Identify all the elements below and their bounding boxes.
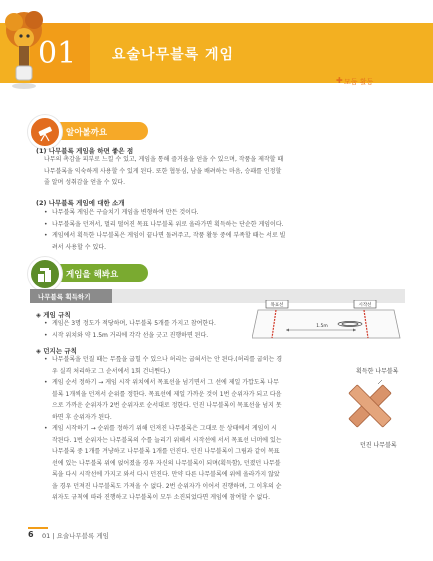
distance-label: 1.5m — [316, 324, 328, 329]
throw-line: 게임 시작하기 → 순위를 정하기 위해 던져진 나무블록은 그대로 둔 상태에서 게임이 시 — [52, 425, 277, 432]
question-1-title: (1) 나무블록 게임을 하면 좋은 점 — [36, 147, 134, 155]
footer-accent-line — [28, 527, 48, 529]
game-field-diagram — [252, 300, 402, 346]
throw-line: 나무블록을 던질 때는 무릎을 굽힐 수 있으나 허리는 굽혀서는 안 된다.(허리를 굽히는 경 — [52, 356, 282, 363]
game-rules-title: ◈ 게임 규칙 — [36, 311, 71, 319]
q1-line: 줄 알며 성취감을 얻을 수 있다. — [44, 179, 125, 186]
throw-line: 위자도 규칙에 따라 진행하고 나무블록이 모두 소진되었다면 게임에 참여할 수 없다. — [52, 494, 271, 501]
throw-line: 으로 가까운 순위자가 2번 순위자로 순서대로 정한다. 던진 나무블록이 목표선을 넘지 못 — [52, 402, 282, 409]
section-label-play: 게임을 해봐요 — [66, 270, 119, 280]
q2-bullet: 나무블록을 던져서, 멀리 떨어진 목표 나무블록 위로 올라가면 획득하는 단순한 게임이다. — [52, 220, 284, 228]
game-rules-body: • 게임은 3명 정도가 적당하며, 나무블록 5개를 가지고 참여한다. • 시작 위치와 약 1.5m 거리에 각각 선을 긋고 진행하면 된다. — [44, 318, 244, 341]
chapter-title: 요술나무블록 게임 — [112, 47, 235, 63]
tree-character-illustration — [2, 6, 46, 96]
blocks-icon — [28, 257, 62, 291]
throw-line: 을 경우 던져진 나무블록도 가져올 수 없다. 2번 순위자가 이어서 진행하며, 그 이후의 순 — [52, 482, 282, 490]
throw-line: 선에 있는 나무블록 위에 얹어졌을 경우 자신의 나무블록이 되며(획득함), 던졌던 나무블 — [52, 459, 281, 467]
caption-thrown-block: 던진 나무블록 — [360, 442, 397, 449]
subsection-label: 나무블록 획득하기 — [38, 293, 91, 301]
throw-line: 록을 다시 시작선에 가지고 와서 다시 던진다. 만약 다른 나무블록에 위에 올라가지 않았 — [52, 471, 280, 478]
throw-line: 작된다. 1번 순위자는 나무블록의 수를 늘리기 위해서 시작선에 서서 목표선 너머에 있는 — [52, 436, 282, 444]
activity-tag: 모둠 활동 — [344, 78, 374, 86]
plus-star-icon: ✚ — [336, 76, 343, 85]
question-1-body — [44, 154, 394, 189]
target-line-label: 목표선 — [270, 303, 284, 308]
crossed-blocks-illustration — [340, 376, 400, 436]
start-line-label: 시작선 — [358, 303, 372, 308]
rule-bullet: 게임은 3명 정도가 적당하며, 나무블록 5개를 가지고 참여한다. — [52, 320, 216, 327]
throw-line: 나무블록 중 1개를 겨냥하고 나무블록 1개를 던진다. 던진 나무블록이 그림과 같이 목표 — [52, 448, 280, 455]
throw-line: 하면 후 순위자가 된다. — [52, 413, 112, 421]
throw-line: 우 실격 처리하고 그 순서에서 1회 건너뛴다.) — [52, 367, 171, 375]
telescope-icon — [28, 115, 62, 149]
q2-bullet: 나무블록 게임은 구슬치기 게임을 변형하여 만든 것이다. — [52, 209, 199, 216]
q1-line: 나무블록을 익숙하게 사용할 수 있게 된다. 또한 협동심, 남을 배려하는 마음, 승패를 인정할 — [44, 167, 282, 175]
section-label-learn: 알아볼까요 — [66, 128, 108, 138]
throw-line: 블록 1개씩을 던져서 순위를 정한다. 목표선에 제일 가까운 것이 1번 순위자가 되고 다음 — [52, 390, 282, 398]
throw-line: 게임 순서 정하기 → 게임 시작 위치에서 목표선을 넘기면서 그 선에 제일 가깝도록 나무 — [52, 379, 279, 386]
q2-bullet: 게임에서 획득한 나무블록은 게임이 끝나면 돌려주고, 작품 활동 중에 부족할 때는 서로 빌 — [52, 232, 286, 239]
caption-acquired-block: 획득한 나무블록 — [356, 368, 399, 375]
q1-line: 나무의 촉감을 피부로 느낄 수 있고, 게임을 통해 즐거움을 얻을 수 있으며, 작품을 제작할 때 — [44, 156, 284, 163]
q2-bullet-cont: 려서 사용할 수 있다. — [52, 243, 106, 251]
question-2-body: • 나무블록 게임은 구슬치기 게임을 변형하여 만든 것이다. • 나무블록을 던져서, 멀리 떨어진 목표 나무블록 위로 올라가면 획득하는 단순한 게임이다. • 게임에서 획득한 나무블록은 게임이 끝나면 돌려주고, 작품 활동 중에 부족할 때는 서로 빌 려서 사용할 수 있다. — [44, 207, 399, 253]
page-number: 6 — [28, 530, 34, 539]
question-2-title: (2) 나무블록 게임에 대한 소개 — [36, 199, 125, 207]
rule-bullet: 시작 위치와 약 1.5m 거리에 각각 선을 긋고 진행하면 된다. — [52, 331, 209, 339]
throw-rules-body: • 나무블록을 던질 때는 무릎을 굽힐 수 있으나 허리는 굽혀서는 안 된다.(허리를 굽히는 경 우 실격 처리하고 그 순서에서 1회 건너뛴다.) • 게임 순서 정하기 → 게임 시작 위치에서 목표선을 넘기면서 그 선에 제일 가깝도록 나무 블록 1개씩을 던져서 순위를 정한다. 목표선에 제일 가까운 것이 1번 순위자가 되고 다음 으로 가까운 순위자가 2번 순위자로 순서대로 정한다. 던진 나무블록이 목표선을 넘지 못 하면 후 순위자가 된다. • 게임 시작하기 → 순위를 정하기 위해 던져진 나무블록은 그대로 둔 상태에서 게임이 시 작된다. 1번 순위자는 나무블록의 수를 늘리기 위해서 시작선에 서서 목표선 너머에 있는 나무블록 중 1개를 겨냥하고 나무블록 1개를 던진다. 던진 나무블록이 그림과 같이 목표 선에 있는 나무블록 위에 얹어졌을 경우 자신의 나무블록이 되며(획득함), 던졌던 나무블 록을 다시 시작선에 가지고 와서 다시 던진다. 만약 다른 나무블록에 위에 올라가지 않았 을 경우 던져진 나무블록도 가져올 수 없다. 2번 순위자가 이어서 진행하며, 그 이후의 순 위자도 규칙에 따라 진행하고 나무블록이 모두 소진되었다면 게임에 참여할 수 없다. — [44, 354, 384, 504]
footer-title: 01 | 요술나무블록 게임 — [42, 532, 109, 540]
chapter-number: 01 — [38, 36, 77, 71]
throw-rules-title: ◈ 던지는 규칙 — [36, 347, 77, 355]
